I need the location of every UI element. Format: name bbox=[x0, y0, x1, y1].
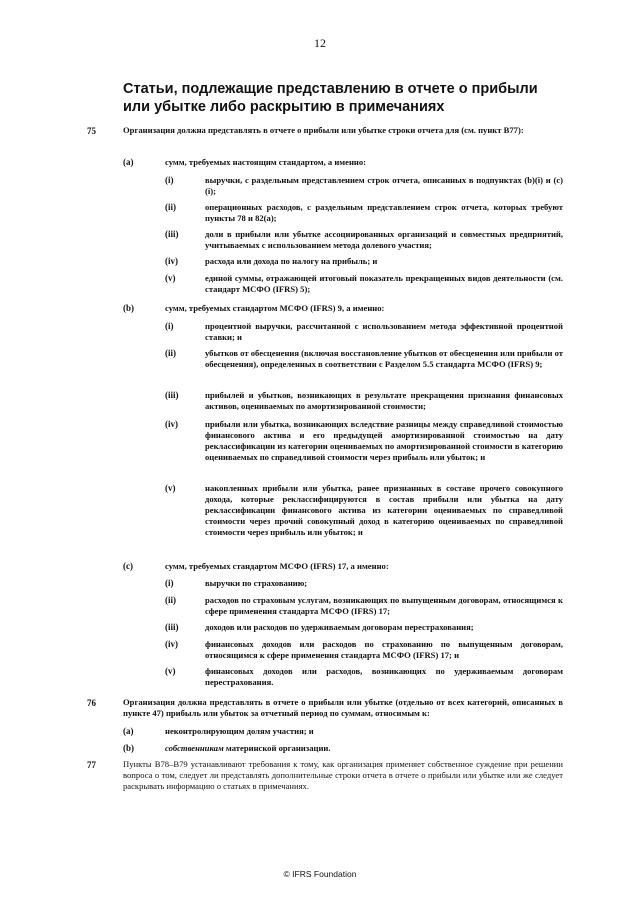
sublist-item-text: процентной выручки, рассчитанной с использованием метода эффективной процентной ставки; и bbox=[205, 321, 563, 342]
sublist-item-text: операционных расходов, с раздельным представлением строк отчета, которых требуют пункты 78 и 82(a); bbox=[205, 202, 563, 223]
sublist-item-text: доли в прибыли или убытке ассоциированных организаций и совместных предприятий, учитываемых с использованием метода долевого участия; bbox=[205, 229, 563, 250]
paragraph-number: 75 bbox=[87, 126, 96, 136]
sublist-item-text: выручки по страхованию; bbox=[205, 578, 308, 588]
list-item-text: сумм, требуемых стандартом МСФО (IFRS) 9, а именно: bbox=[165, 303, 385, 313]
sublist-label: (i) bbox=[165, 175, 174, 185]
sublist-item-text: накопленных прибыли или убытка, ранее признанных в составе прочего совокупного дохода, которые реклассифицируются в состав прибыли или убытка на дату реклассификации финансового актива из категории оцениваемых по справедливой стоимости через прочий совокупный доход в категорию оцениваемых по справедливой стоимости через прибыль или убыток; и bbox=[205, 483, 563, 537]
sublist-label: (iv) bbox=[165, 419, 178, 429]
sublist-item-text: единой суммы, отражающей итоговый показатель прекращенных видов деятельности (см. стандарт МСФО (IFRS) 5); bbox=[205, 273, 563, 294]
list-item-text: неконтролирующим долям участия; и bbox=[165, 726, 314, 736]
list-label: (c) bbox=[123, 561, 133, 571]
sublist-item-text: убытков от обесценения (включая восстановление убытков от обесценения или прибыли от обесценения), определенных в соответствии с Разделом 5.5 стандарта МСФО (IFRS) 9; bbox=[205, 348, 563, 369]
sublist-label: (iii) bbox=[165, 622, 179, 632]
sublist-item-text: расхода или дохода по налогу на прибыль; и bbox=[205, 256, 378, 266]
paragraph-number: 76 bbox=[87, 698, 96, 708]
sublist-item-text: финансовых доходов или расходов по страхованию по выпущенным договорам, относящимся к сфере применения стандарта МСФО (IFRS) 17; и bbox=[205, 639, 563, 660]
sublist-label: (i) bbox=[165, 578, 174, 588]
page-number: 12 bbox=[314, 36, 326, 50]
sublist-item-text: выручки, с раздельным представлением строк отчета, описанных в подпунктах (b)(i) и (c)(i); bbox=[205, 175, 563, 196]
section-heading: Статьи, подлежащие представлению в отчете о прибыли или убытке либо раскрытию в примечаниях bbox=[123, 81, 538, 115]
sublist-item-text: финансовых доходов или расходов, возникающих по удерживаемым договорам перестрахования. bbox=[205, 666, 563, 687]
sublist-label: (ii) bbox=[165, 595, 176, 605]
sublist-label: (iv) bbox=[165, 639, 178, 649]
sublist-label: (ii) bbox=[165, 202, 176, 212]
sublist-item-text: прибылей и убытков, возникающих в результате прекращения признания финансовых активов, оцениваемых по амортизированной стоимости; bbox=[205, 390, 563, 411]
list-label: (b) bbox=[123, 303, 134, 313]
sublist-item-text: доходов или расходов по удерживаемым договорам перестрахования; bbox=[205, 622, 474, 632]
paragraph-text: Организация должна представлять в отчете о прибыли или убытке (отдельно от всех категорий, описанных в пункте 47) прибыль или убыток за отчетный период по суммам, относимым к: bbox=[123, 697, 563, 718]
list-label: (b) bbox=[123, 743, 134, 753]
list-item-text bbox=[165, 743, 563, 754]
paragraph-text: Пункты B78–B79 устанавливают требования к тому, как организация применяет собственное суждение при решении вопроса о том, следует ли представлять дополнительные строки отчета в отчете о прибыли или убытке или же следует раскрывать информацию о статьях в примечаниях. bbox=[123, 759, 563, 791]
sublist-label: (iii) bbox=[165, 390, 179, 400]
paragraph-number: 77 bbox=[87, 760, 96, 770]
sublist-label: (v) bbox=[165, 483, 176, 493]
sublist-label: (iii) bbox=[165, 229, 179, 239]
list-label: (a) bbox=[123, 726, 134, 736]
list-item-text: сумм, требуемых стандартом МСФО (IFRS) 17, а именно: bbox=[165, 561, 389, 571]
sublist-label: (v) bbox=[165, 273, 176, 283]
paragraph-text: Организация должна представлять в отчете о прибыли или убытке строки отчета для (см. пункт B77): bbox=[123, 125, 524, 135]
sublist-label: (v) bbox=[165, 666, 176, 676]
sublist-label: (iv) bbox=[165, 256, 178, 266]
sublist-item-text: расходов по страховым услугам, возникающих по выпущенным договорам, относящимся к сфере применения стандарта МСФО (IFRS) 17; bbox=[205, 595, 563, 616]
sublist-label: (i) bbox=[165, 321, 174, 331]
sublist-label: (ii) bbox=[165, 348, 176, 358]
sublist-item-text: прибыли или убытка, возникающих вследствие разницы между справедливой стоимостью финансового актива и его предыдущей амортизированной стоимостью на дату реклассификации из категории оцениваемых по амортизированной стоимости в категорию оцениваемых по справедливой стоимости через прибыль или убыток; и bbox=[205, 419, 563, 462]
list-label: (a) bbox=[123, 157, 134, 167]
list-item-text: сумм, требуемых настоящим стандартом, а именно: bbox=[165, 157, 367, 167]
list-item-rest: материнской организации. bbox=[223, 743, 331, 753]
page-footer: © IFRS Foundation bbox=[283, 869, 357, 879]
italic-term: собственникам bbox=[165, 743, 224, 753]
